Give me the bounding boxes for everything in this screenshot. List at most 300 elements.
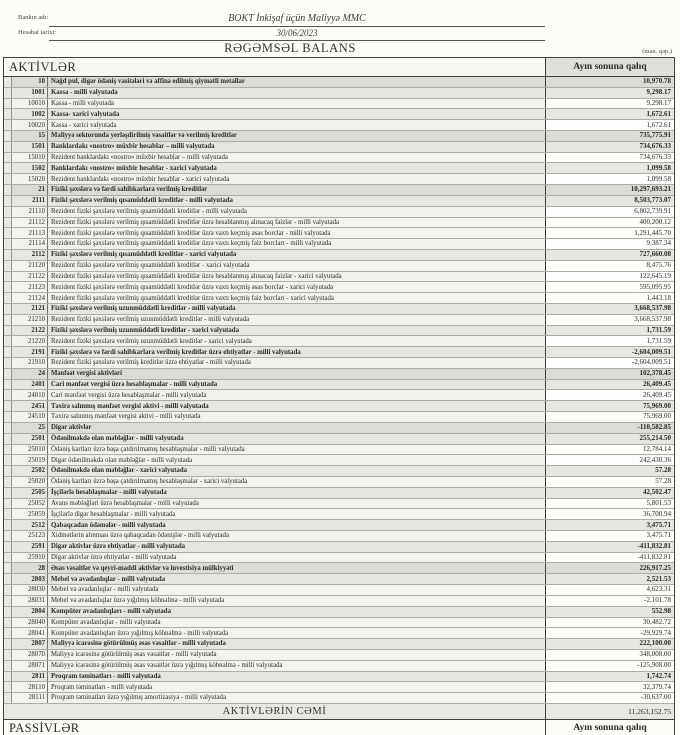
row-balance-value: 1,672.61	[545, 120, 674, 130]
row-left-margin	[4, 109, 12, 119]
row-left-margin	[4, 120, 12, 130]
table-row	[4, 466, 674, 477]
row-left-margin	[4, 423, 12, 433]
row-account-name: Digər aktivlər	[51, 424, 92, 432]
row-account-name: Fiziki şəxslərə verilmiş uzunmüddətli kreditlər - xarici valyutada	[51, 326, 239, 334]
row-account-name: Rezident fiziki şəxslərə verilmiş uzunmüddətli kreditlər - milli valyutada	[51, 316, 250, 324]
row-balance-value: 595,095.95	[545, 282, 674, 292]
row-account-name: Kassa - milli valyutada	[51, 99, 114, 107]
row-balance-value: 1,672.61	[545, 109, 674, 119]
row-account-name: Mebel və avadanlıqlar - milli valyutada	[51, 575, 166, 583]
row-left-margin	[4, 585, 12, 595]
table-row	[4, 153, 674, 164]
row-balance-value: 222,100.00	[545, 639, 674, 649]
assets-table-header	[4, 58, 674, 77]
table-row	[4, 574, 674, 585]
row-left-margin	[4, 380, 12, 390]
row-account-name: Kassa - xarici valyutada	[51, 121, 117, 129]
row-balance-value: 12,784.14	[545, 445, 674, 455]
row-balance-value: 42,502.47	[545, 488, 674, 498]
row-account-code: 25020	[12, 477, 48, 487]
row-account-code: 2803	[12, 574, 48, 584]
row-balance-value: 10,970.78	[545, 77, 674, 87]
row-left-margin	[4, 239, 12, 249]
row-account-name: Proqram təminatları - milli valyutada	[51, 683, 153, 691]
row-left-margin	[4, 628, 12, 638]
row-left-margin	[4, 326, 12, 336]
row-balance-value: 26,409.45	[545, 390, 674, 400]
row-account-code: 15020	[12, 174, 48, 184]
row-account-code: 2811	[12, 672, 48, 682]
table-row	[4, 347, 674, 358]
row-account-name: Kompüter avadanlıqları - milli valyutada	[51, 608, 171, 615]
bank-name-value: BOKT İnkişaf üçün Maliyyə MMC	[228, 13, 366, 24]
row-account-name: Proqram təminatları - milli valyutada	[51, 672, 161, 680]
row-balance-value: 5,801.53	[545, 499, 674, 509]
row-account-name: Ödəniş kartları üzrə başa çatdırılmamış hesablaşmalar - xarici valyutada	[51, 478, 248, 486]
row-account-code: 1002	[12, 109, 48, 119]
bank-name-label: Bankın adı:	[18, 14, 49, 21]
row-account-code: 28040	[12, 618, 48, 628]
row-account-name: Rezident fiziki şəxslərə verilmiş qısamüddətli kreditlər üzrə hesablanmış alınacaq faizlər - milli valyutada	[51, 218, 340, 226]
row-account-name: Rezident fiziki şəxslərə verilmiş qısamüddətli kreditlər üzrə hesablanmış alınacaq faizlər - xarici valyutada	[51, 272, 342, 280]
row-account-code: 28071	[12, 661, 48, 671]
row-account-name: Kassa- xarici valyutada	[51, 110, 120, 118]
row-left-margin	[4, 282, 12, 292]
table-row	[4, 434, 674, 445]
row-account-name: Ödənilməkdə olan məbləğlər - xarici valyutada	[51, 467, 187, 475]
table-row	[4, 109, 674, 120]
row-account-name: Rezident banklardakı «nostro» müxbir hesablar – milli valyutada	[51, 153, 228, 161]
row-left-margin	[4, 293, 12, 303]
row-account-code: 21220	[12, 336, 48, 346]
row-left-margin	[4, 563, 12, 573]
table-row	[4, 650, 674, 661]
row-balance-value: -110,582.85	[545, 423, 674, 433]
row-balance-value: 1,742.74	[545, 672, 674, 682]
row-left-margin	[4, 412, 12, 422]
row-balance-value: -30,637.00	[545, 693, 674, 703]
assets-section-title: AKTİVLƏR	[4, 58, 545, 76]
row-left-margin	[4, 131, 12, 141]
row-left-margin	[4, 369, 12, 379]
row-account-name: Əsas vəsaitlər və qeyri-maddi aktivlər və investisiya mülkiyyəti	[51, 564, 234, 572]
table-row	[4, 563, 674, 574]
row-account-name: Təxirə salınmış mənfəət vergisi aktivi - milli valyutada	[51, 402, 209, 410]
row-left-margin	[4, 488, 12, 498]
assets-total-label: AKTİVLƏRİN CƏMİ	[222, 706, 327, 717]
table-row	[4, 412, 674, 423]
row-balance-value: 226,917.25	[545, 563, 674, 573]
row-account-name: Proqram təminatları üzrə yığılmış amortizasiya - milli valyutada	[51, 694, 226, 702]
row-balance-value: 348,008.00	[545, 650, 674, 660]
table-row	[4, 163, 674, 174]
row-account-code: 21110	[12, 207, 48, 217]
row-left-margin	[4, 390, 12, 400]
row-account-name: Rezident fiziki şəxslərə verilmiş qısamüddətli kreditlər - milli valyutada	[51, 208, 247, 216]
row-balance-value: 9,387.34	[545, 239, 674, 249]
liabilities-balance-column-header: Ayın sonuna qalıq	[545, 720, 674, 735]
row-account-code: 21113	[12, 228, 48, 238]
row-account-name: Fiziki şəxslərə və fərdi sahibkarlara verilmiş kreditlər	[51, 186, 208, 194]
table-row	[4, 174, 674, 185]
row-account-code: 2505	[12, 488, 48, 498]
row-account-name: Digər aktivlər üzrə ehtiyatlar - milli valyutada	[51, 543, 186, 551]
row-left-margin	[4, 445, 12, 455]
row-left-margin	[4, 477, 12, 487]
row-account-name: Fiziki şəxslərə verilmiş qısamüddətli kreditlər - milli valyutada	[51, 197, 233, 205]
row-account-name: İşçilərlə hesablaşmalar - milli valyutada	[51, 489, 167, 497]
row-account-name: Avans məbləğləri üzrə hesablaşmalar - milli valyutada	[51, 499, 199, 507]
row-account-code: 2502	[12, 466, 48, 476]
table-row	[4, 196, 674, 207]
row-left-margin	[4, 596, 12, 606]
table-row	[4, 401, 674, 412]
row-account-name: Digər ödənilməkdə olan məbləğlər - milli valyutada	[51, 456, 193, 464]
row-balance-value: 242,430.36	[545, 455, 674, 465]
row-account-code: 1001	[12, 88, 48, 98]
row-account-name: Ödəniş kartları üzrə başa çatdırılmamış hesablaşmalar - milli valyutada	[51, 445, 245, 453]
table-row	[4, 607, 674, 618]
table-row	[4, 228, 674, 239]
table-row	[4, 293, 674, 304]
row-left-margin	[4, 88, 12, 98]
row-balance-value: -411,832.81	[545, 542, 674, 552]
row-left-margin	[4, 509, 12, 519]
row-balance-value: 6,802,739.91	[545, 207, 674, 217]
row-left-margin	[4, 607, 12, 617]
row-left-margin	[4, 672, 12, 682]
table-row	[4, 520, 674, 531]
table-row	[4, 596, 674, 607]
row-balance-value: 1,291,445.70	[545, 228, 674, 238]
table-row	[4, 218, 674, 229]
row-account-name: Mebel və avadanlıqlar - milli valyutada	[51, 586, 159, 594]
row-account-code: 21120	[12, 261, 48, 271]
row-account-code: 2191	[12, 347, 48, 357]
row-left-margin	[4, 574, 12, 584]
row-account-code: 25	[12, 423, 48, 433]
row-left-margin	[4, 99, 12, 109]
row-balance-value: 734,676.33	[545, 153, 674, 163]
row-balance-value: 8,503,773.07	[545, 196, 674, 206]
row-account-name: Qabaqcadan ödəmələr - milli valyutada	[51, 521, 166, 529]
row-account-code: 2401	[12, 380, 48, 390]
row-left-margin	[4, 531, 12, 541]
row-balance-value: 3,668,537.98	[545, 304, 674, 314]
row-account-code: 15010	[12, 153, 48, 163]
row-left-margin	[4, 228, 12, 238]
assets-table-rows	[4, 77, 674, 704]
row-account-code: 15	[12, 131, 48, 141]
row-balance-value: 400,200.12	[545, 218, 674, 228]
table-row	[4, 499, 674, 510]
row-left-margin	[4, 207, 12, 217]
row-account-name: Nağd pul, digər ödəniş vasitələri və affinə edilmiş qiymətli metallar	[51, 78, 245, 86]
row-account-code: 25052	[12, 499, 48, 509]
row-account-code: 21	[12, 185, 48, 195]
row-left-margin	[4, 542, 12, 552]
row-account-name: Kompüter avadanlıqlar - milli valyutada	[51, 618, 161, 626]
row-left-margin	[4, 336, 12, 346]
row-balance-value: 1,731.59	[545, 326, 674, 336]
assets-table	[3, 57, 675, 735]
row-account-code: 21122	[12, 272, 48, 282]
table-row	[4, 77, 674, 88]
row-account-code: 2512	[12, 520, 48, 530]
row-account-code: 1501	[12, 142, 48, 152]
table-row	[4, 272, 674, 283]
row-balance-value: 26,409.45	[545, 380, 674, 390]
row-account-code: 28	[12, 563, 48, 573]
row-balance-value: 32,379.74	[545, 682, 674, 692]
row-account-code: 25010	[12, 445, 48, 455]
row-left-margin	[4, 499, 12, 509]
row-account-code: 1502	[12, 163, 48, 173]
row-account-name: Rezident fiziki şəxslərə verilmiş qısamüddətli kreditlər - xarici valyutada	[51, 262, 250, 270]
table-row	[4, 509, 674, 520]
table-row	[4, 88, 674, 99]
row-account-code: 25910	[12, 553, 48, 563]
table-row	[4, 531, 674, 542]
table-row	[4, 282, 674, 293]
row-balance-value: 1,731.59	[545, 336, 674, 346]
table-row	[4, 477, 674, 488]
row-account-name: Rezident fiziki şəxslərə verilmiş uzunmüddətli kreditlər - xarici valyutada	[51, 337, 252, 345]
row-account-code: 21112	[12, 218, 48, 228]
row-balance-value: 57.28	[545, 466, 674, 476]
row-balance-value: 552.98	[545, 607, 674, 617]
row-account-code: 24010	[12, 390, 48, 400]
table-row	[4, 99, 674, 110]
table-row	[4, 682, 674, 693]
assets-total-row	[4, 704, 674, 720]
row-account-code: 10	[12, 77, 48, 87]
row-left-margin	[4, 218, 12, 228]
row-balance-value: 734,676.33	[545, 142, 674, 152]
row-account-name: Rezident fiziki şəxslərə verilmiş qısamüddətli kreditlər üzrə vaxtı keçmiş əsas borclar - xarici valyutada	[51, 283, 334, 291]
row-left-margin	[4, 77, 12, 87]
row-balance-value: -2,101.78	[545, 596, 674, 606]
row-account-name: Maliyyə icarəsinə götürülmüş əsas vəsaitlər - milli valyutada	[51, 651, 217, 659]
table-row	[4, 542, 674, 553]
row-left-margin	[4, 174, 12, 184]
row-account-name: Mebel və avadanlıqlar üzrə yığılmış köhnəlmə - milli valyutada	[51, 597, 225, 605]
row-account-name: Fiziki şəxslərə verilmiş qısamüddətli kreditlər - xarici valyutada	[51, 251, 237, 259]
row-account-code: 25019	[12, 455, 48, 465]
row-left-margin	[4, 553, 12, 563]
row-left-margin	[4, 272, 12, 282]
row-left-margin	[4, 520, 12, 530]
row-left-margin	[4, 304, 12, 314]
row-balance-value: 102,378.45	[545, 369, 674, 379]
row-balance-value: 36,700.94	[545, 509, 674, 519]
report-date-label: Hesabat tarixi:	[18, 29, 57, 36]
row-left-margin	[4, 185, 12, 195]
table-row	[4, 326, 674, 337]
row-left-margin	[4, 434, 12, 444]
row-balance-value: -125,908.00	[545, 661, 674, 671]
row-balance-value: -2,604,009.51	[545, 358, 674, 368]
row-balance-value: 75,969.00	[545, 401, 674, 411]
table-row	[4, 120, 674, 131]
table-row	[4, 369, 674, 380]
assets-total-value: 11,263,152.75	[545, 704, 674, 719]
row-account-name: Banklardakı «nostro» müxbir hesablar - xarici valyutada	[51, 164, 217, 172]
table-row	[4, 661, 674, 672]
row-account-code: 21124	[12, 293, 48, 303]
row-balance-value: 2,521.53	[545, 574, 674, 584]
row-account-code: 2807	[12, 639, 48, 649]
row-balance-value: 3,475.71	[545, 531, 674, 541]
row-left-margin	[4, 315, 12, 325]
row-left-margin	[4, 661, 12, 671]
row-account-name: Rezident fiziki şəxslərə verilmiş qısamüddətli kreditlər üzrə vaxtı keçmiş əsas borclar - milli valyutada	[51, 229, 331, 237]
table-row	[4, 358, 674, 369]
row-account-code: 25123	[12, 531, 48, 541]
row-left-margin	[4, 358, 12, 368]
row-left-margin	[4, 250, 12, 260]
row-account-name: Cari mənfəət vergisi üzrə hesablaşmalar - milli valyutada	[51, 391, 207, 399]
table-row	[4, 261, 674, 272]
row-account-name: Maliyyə icarəsinə götürülmüş əsas vəsaitlər üzrə yığılmış köhnəlmə - milli valyutada	[51, 662, 283, 670]
row-account-name: Kassa - milli valyutada	[51, 89, 118, 97]
row-account-code: 2591	[12, 542, 48, 552]
table-row	[4, 380, 674, 391]
document-title: RƏGƏMSƏL BALANS	[224, 41, 356, 55]
row-account-name: Rezident banklardakı «nostro» müxbir hesablar - xarici valyutada	[51, 175, 230, 183]
table-row	[4, 553, 674, 564]
row-left-margin	[4, 618, 12, 628]
table-row	[4, 455, 674, 466]
row-account-name: Fiziki şəxslərə verilmiş uzunmüddətli kreditlər - milli valyutada	[51, 305, 236, 313]
table-row	[4, 131, 674, 142]
row-account-code: 2451	[12, 401, 48, 411]
row-account-name: Kompüter avadanlıqları üzrə yığılmış köhnəlmə - milli valyutada	[51, 629, 229, 637]
liabilities-section-title: PASSİVLƏR	[9, 720, 80, 735]
row-balance-value: -29,929.74	[545, 628, 674, 638]
row-account-code: 2804	[12, 607, 48, 617]
table-row	[4, 693, 674, 704]
row-account-name: Cari mənfəət vergisi üzrə hesablaşmalar - milli valyutada	[51, 380, 218, 388]
row-left-margin	[4, 163, 12, 173]
row-account-code: 2501	[12, 434, 48, 444]
row-balance-value: 1,443.18	[545, 293, 674, 303]
table-row	[4, 185, 674, 196]
row-balance-value: -411,832.81	[545, 553, 674, 563]
row-balance-value: 122,645.19	[545, 272, 674, 282]
row-balance-value: 30,482.72	[545, 618, 674, 628]
row-account-name: Banklardakı «nostro» müxbir hesablar – milli valyutada	[51, 143, 215, 151]
row-left-margin	[4, 466, 12, 476]
table-row	[4, 239, 674, 250]
row-balance-value: 57.28	[545, 477, 674, 487]
row-left-margin	[4, 682, 12, 692]
row-account-name: Xidmətlərin alınması üzrə qabaqcadan ödənişlər - milli valyutada	[51, 532, 229, 540]
row-account-code: 2122	[12, 326, 48, 336]
row-account-code: 21123	[12, 282, 48, 292]
table-row	[4, 304, 674, 315]
row-account-code: 24	[12, 369, 48, 379]
table-row	[4, 488, 674, 499]
row-account-name: Təxirə salınmış mənfəət vergisi aktivi - milli valyutada	[51, 413, 201, 421]
row-balance-value: 75,969.00	[545, 412, 674, 422]
table-row	[4, 639, 674, 650]
row-account-name: Rezident fiziki şəxslərə verilmiş qısamüddətli kreditlər üzrə vaxtı keçmiş faiz borcları - xarici valyutada	[51, 294, 334, 302]
currency-unit-note: (man. qəp.)	[642, 48, 672, 55]
table-row	[4, 315, 674, 326]
row-account-code: 28041	[12, 628, 48, 638]
row-balance-value: 3,668,537.98	[545, 315, 674, 325]
row-account-code: 28070	[12, 650, 48, 660]
bank-name-underline	[49, 26, 545, 27]
row-balance-value: 4,623.31	[545, 585, 674, 595]
table-row	[4, 207, 674, 218]
row-left-margin	[4, 693, 12, 703]
row-account-name: Fiziki şəxslərə və fərdi sahibkarlara verilmiş kreditlər üzrə ehtiyatlar - milli valyutada	[51, 348, 301, 356]
row-account-code: 2121	[12, 304, 48, 314]
row-account-code: 28031	[12, 596, 48, 606]
row-account-code: 28110	[12, 682, 48, 692]
row-account-code: 24510	[12, 412, 48, 422]
row-left-margin	[4, 153, 12, 163]
table-row	[4, 250, 674, 261]
row-account-code: 28030	[12, 585, 48, 595]
row-account-name: Rezident fiziki şəxslərə verilmiş kreditlər üzrə ehtiyatlar - milli valyutada	[51, 359, 251, 367]
row-left-margin	[4, 347, 12, 357]
balance-column-header: Ayın sonuna qalıq	[545, 58, 674, 76]
table-row	[4, 628, 674, 639]
table-row	[4, 336, 674, 347]
row-account-code: 10010	[12, 99, 48, 109]
table-row	[4, 390, 674, 401]
row-left-margin	[4, 455, 12, 465]
row-account-code: 25059	[12, 509, 48, 519]
row-balance-value: 255,214.50	[545, 434, 674, 444]
row-balance-value: 735,775.91	[545, 131, 674, 141]
row-left-margin	[4, 196, 12, 206]
row-account-name: Maliyyə sektorunda yerləşdirilmiş vəsaitlər və verilmiş kreditlər	[51, 132, 237, 140]
table-row	[4, 618, 674, 629]
table-row	[4, 445, 674, 456]
row-left-margin	[4, 142, 12, 152]
row-balance-value: 727,660.08	[545, 250, 674, 260]
table-row	[4, 672, 674, 683]
row-account-code: 10020	[12, 120, 48, 130]
row-account-code: 21210	[12, 315, 48, 325]
report-date-value: 30/06/2023	[276, 28, 318, 38]
row-account-code: 2112	[12, 250, 48, 260]
row-account-name: Rezident fiziki şəxslərə verilmiş qısamüddətli kreditlər üzrə vaxtı keçmiş faiz borcları - milli valyutada	[51, 240, 332, 248]
row-balance-value: 9,298.17	[545, 88, 674, 98]
row-account-name: İşçilərlə digər hesablaşmalar - milli valyutada	[51, 510, 176, 518]
row-balance-value: 1,099.58	[545, 163, 674, 173]
row-balance-value: 8,475.76	[545, 261, 674, 271]
row-account-code: 2111	[12, 196, 48, 206]
row-left-margin	[4, 639, 12, 649]
row-account-name: Maliyyə icarəsinə götürülmüş əsas vəsaitlər - milli valyutada	[51, 640, 226, 648]
table-row	[4, 142, 674, 153]
row-account-code: 21114	[12, 239, 48, 249]
row-balance-value: 1,099.58	[545, 174, 674, 184]
row-account-code: 21910	[12, 358, 48, 368]
row-balance-value: 10,297,693.21	[545, 185, 674, 195]
row-balance-value: -2,604,009.51	[545, 347, 674, 357]
row-account-code: 28111	[12, 693, 48, 703]
row-account-name: Ödənilməkdə olan məbləğlər - milli valyutada	[51, 435, 184, 443]
table-row	[4, 423, 674, 434]
row-left-margin	[4, 650, 12, 660]
